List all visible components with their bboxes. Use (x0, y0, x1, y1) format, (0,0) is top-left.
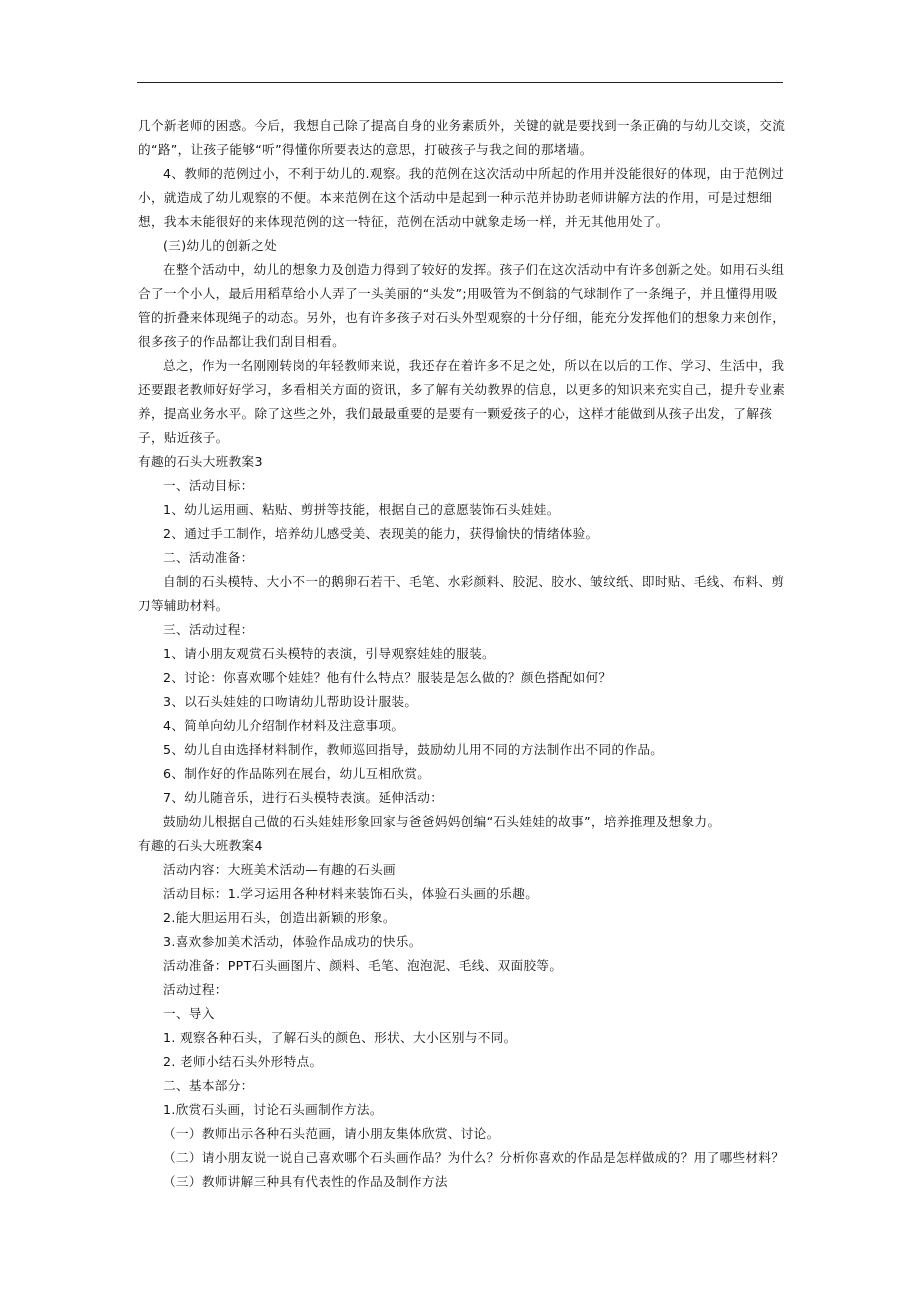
body-paragraph: （一）教师出示各种石头范画，请小朋友集体欣赏、讨论。 (163, 1126, 500, 1141)
body-paragraph: （二）请小朋友说一说自己喜欢哪个石头画作品？为什么？分析你喜欢的作品是怎样做成的？用了哪些材料？ (163, 1150, 785, 1165)
body-paragraph: 一、导入 (163, 1006, 215, 1021)
body-paragraph: 4、教师的范例过小，不利于幼儿的.观察。我的范例在这次活动中所起的作用并没能很好的体现，由于范例过小，就造成了幼儿观察的不便。本来范例在这个活动中是起到一种示范并协助老师讲解方法的作用，可是过想细想，我本未能很好的来体现范例的这一特征，范例在活动中就象走场一样，并无其他用处了。 (138, 166, 785, 229)
section-paragraph: 有趣的石头大班教案4 (138, 838, 263, 853)
body-paragraph: 活动内容：大班美术活动—有趣的石头画 (163, 862, 396, 877)
body-paragraph: 6、制作好的作品陈列在展台，幼儿互相欣赏。 (163, 766, 431, 781)
body-paragraph: 总之，作为一名刚刚转岗的年轻教师来说，我还存在着许多不足之处，所以在以后的工作、学习、生活中，我还要跟老教师好好学习，多看相关方面的资讯，多了解有关幼教界的信息，以更多的知识来充实自己，提升专业素养，提高业务水平。除了这些之外，我们最最重要的是要有一颗爱孩子的心，这样才能做到从孩子出发，了解孩子，贴近孩子。 (138, 358, 786, 445)
body-paragraph: 1. 观察各种石头，了解石头的颜色、形状、大小区别与不同。 (163, 1030, 517, 1045)
body-paragraph: 鼓励幼儿根据自己做的石头娃娃形象回家与爸爸妈妈创编“石头娃娃的故事”，培养推理及想象力。 (163, 814, 721, 829)
body-paragraph: 活动过程： (163, 982, 228, 997)
body-paragraph: 在整个活动中，幼儿的想象力及创造力得到了较好的发挥。孩子们在这次活动中有许多创新之处。如用石头组合了一个小人，最后用稻草给小人弄了一头美丽的“头发”;用吸管为不倒翁的气球制作了一条绳子，并且懂得用吸管的折叠来体现绳子的动态。另外，也有许多孩子对石头外型观察的十分仔细，能充分发挥他们的想象力来创作，很多孩子的作品都让我们刮目相看。 (138, 262, 786, 349)
body-paragraph: 1、幼儿运用画、粘贴、剪拼等技能，根据自己的意愿装饰石头娃娃。 (163, 502, 560, 517)
body-paragraph: 4、简单向幼儿介绍制作材料及注意事项。 (163, 718, 405, 733)
body-paragraph: 二、基本部分： (163, 1078, 254, 1093)
body-paragraph: 5、幼儿自由选择材料制作，教师巡回指导，鼓励幼儿用不同的方法制作出不同的作品。 (163, 742, 664, 757)
header-rule (137, 82, 783, 83)
body-paragraph: 2. 老师小结石头外形特点。 (163, 1054, 323, 1069)
body-paragraph: 活动准备：PPT石头画图片、颜料、毛笔、泡泡泥、毛线、双面胶等。 (163, 958, 563, 973)
body-paragraph: 二、活动准备： (163, 550, 254, 565)
body-paragraph: 2.能大胆运用石头，创造出新颖的形象。 (163, 910, 396, 925)
body-paragraph: (三)幼儿的创新之处 (163, 238, 278, 253)
section-paragraph: 几个新老师的困惑。今后，我想自己除了提高自身的业务素质外，关键的就是要找到一条正确的与幼儿交谈，交流的“路”，让孩子能够“听”得懂你所要表达的意思，打破孩子与我之间的那堵墙。 (138, 118, 786, 157)
body-paragraph: 一、活动目标： (163, 478, 254, 493)
body-paragraph: 3、以石头娃娃的口吻请幼儿帮助设计服装。 (163, 694, 418, 709)
body-paragraph: 7、幼儿随音乐，进行石头模特表演。延伸活动： (163, 790, 444, 805)
body-paragraph: 活动目标：1.学习运用各种材料来装饰石头，体验石头画的乐趣。 (163, 886, 539, 901)
body-paragraph: 1、请小朋友观赏石头模特的表演，引导观察娃娃的服装。 (163, 646, 495, 661)
section-paragraph: 有趣的石头大班教案3 (138, 454, 263, 469)
body-paragraph: 2、通过手工制作，培养幼儿感受美、表现美的能力，获得愉快的情绪体验。 (163, 526, 599, 541)
document-body (138, 114, 786, 1194)
body-paragraph: （三）教师讲解三种具有代表性的作品及制作方法 (163, 1174, 448, 1189)
body-paragraph: 三、活动过程： (163, 622, 254, 637)
body-paragraph: 3.喜欢参加美术活动，体验作品成功的快乐。 (163, 934, 422, 949)
body-paragraph: 自制的石头模特、大小不一的鹅卵石若干、毛笔、水彩颜料、胶泥、胶水、皱纹纸、即时贴、毛线、布料、剪刀等辅助材料。 (138, 574, 785, 613)
body-paragraph: 1.欣赏石头画，讨论石头画制作方法。 (163, 1102, 383, 1117)
body-paragraph: 2、讨论：你喜欢哪个娃娃？他有什么特点？服装是怎么做的？颜色搭配如何？ (163, 670, 612, 685)
